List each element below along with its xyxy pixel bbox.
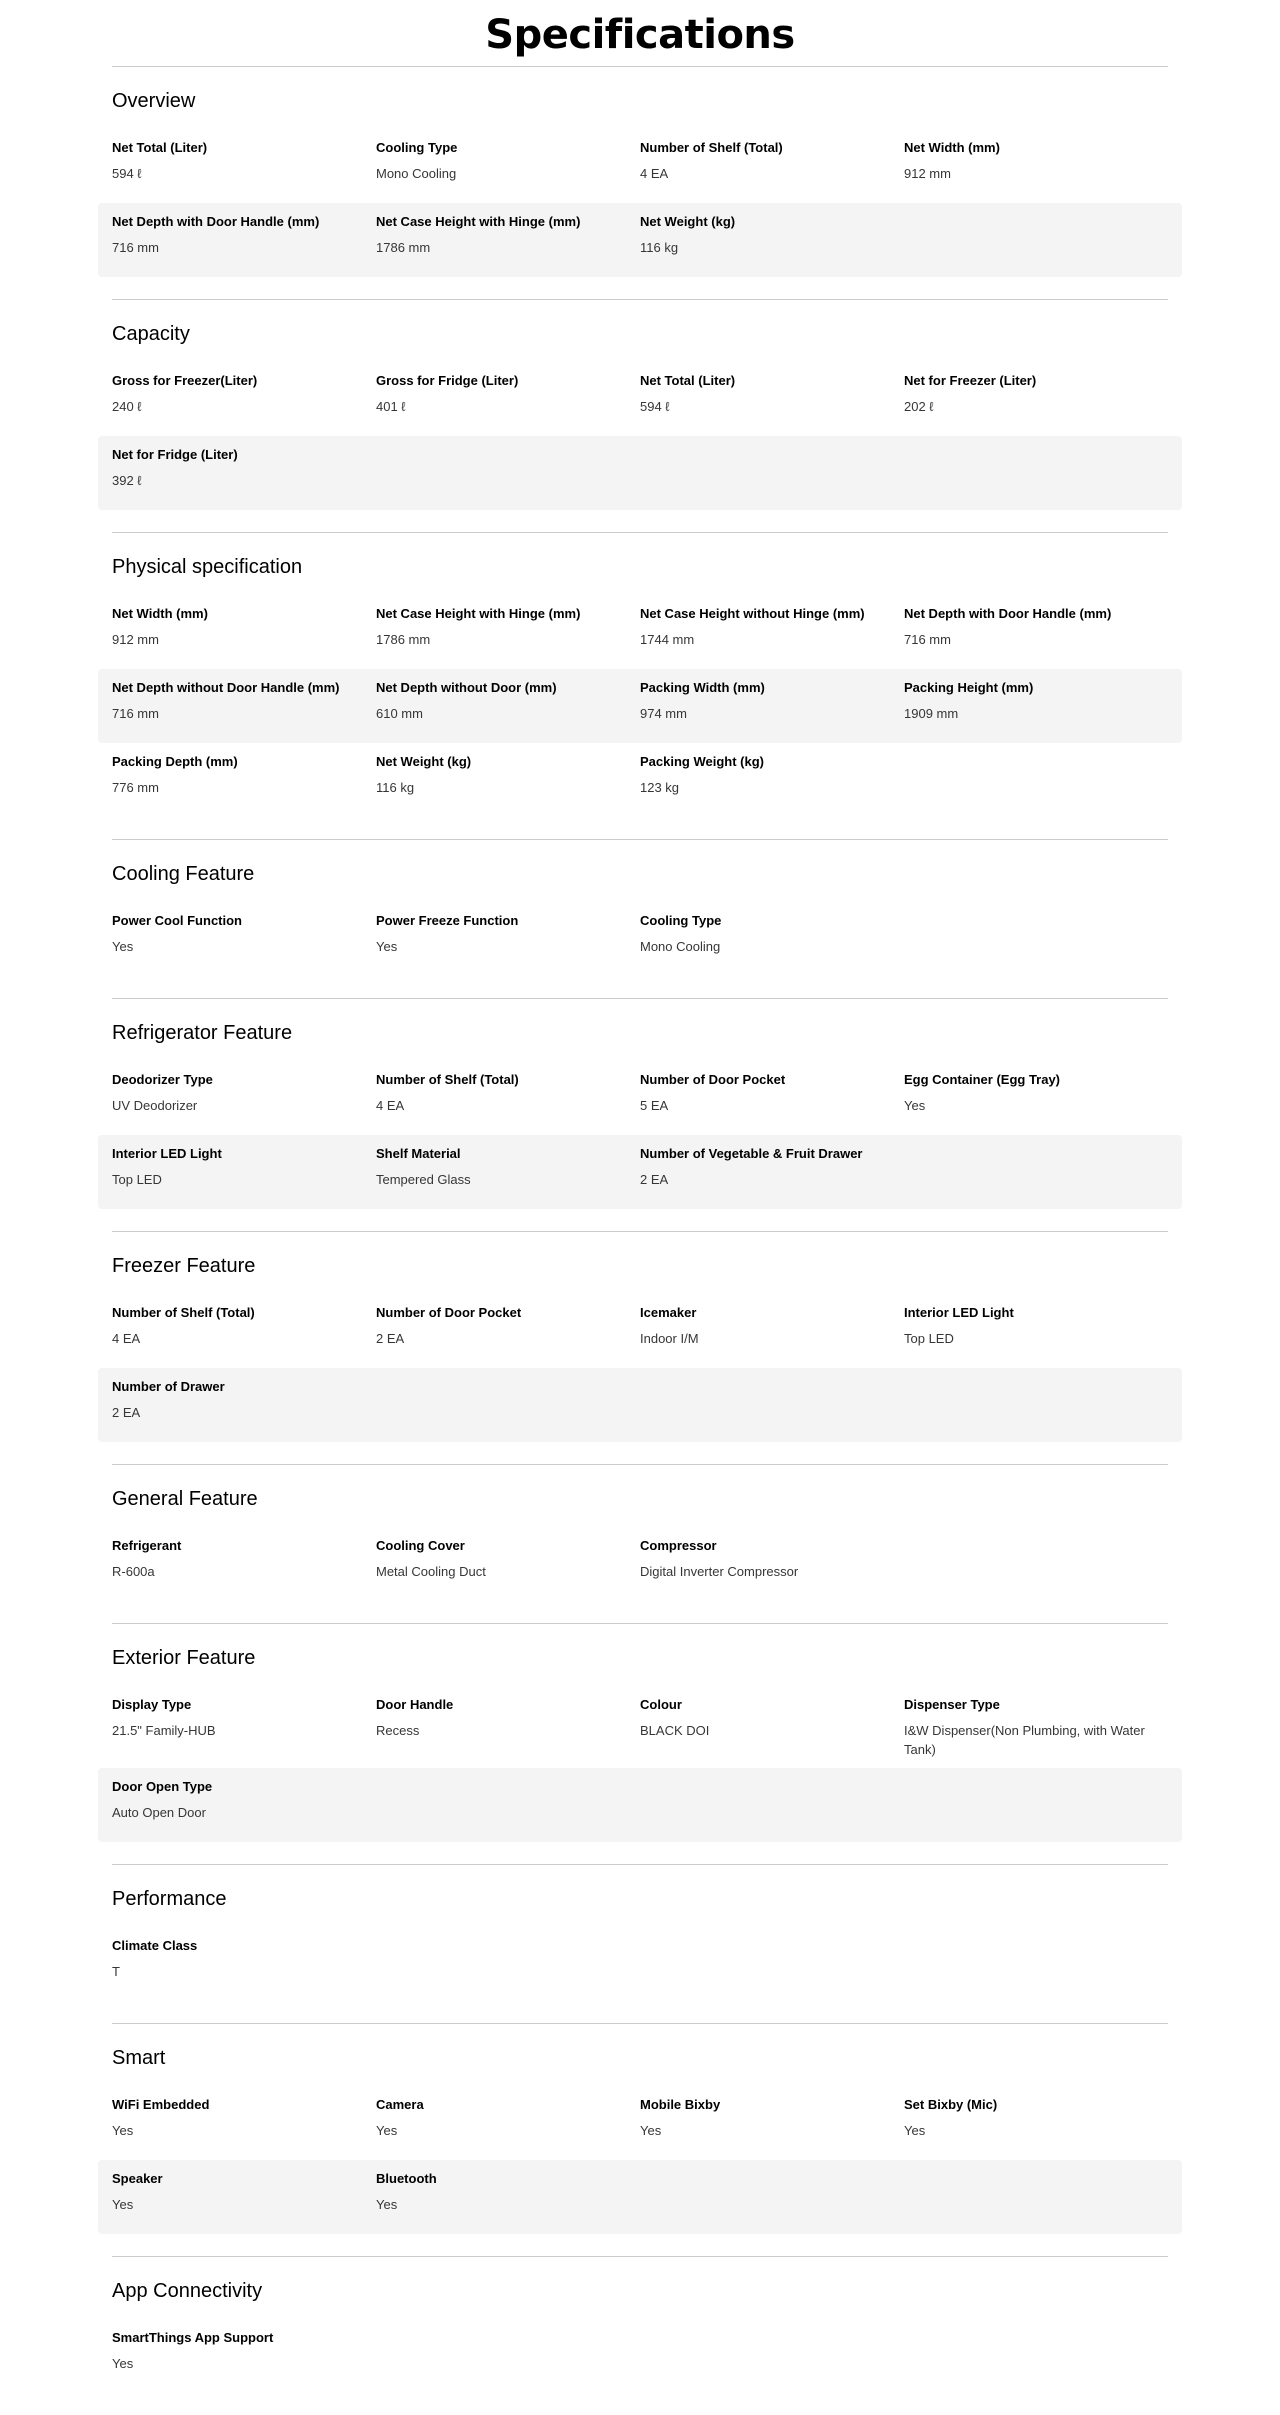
spec-item — [112, 138, 376, 194]
spec-item — [376, 212, 640, 268]
spec-label: Net Weight (kg) — [640, 214, 736, 229]
spec-label: Mobile Bixby — [640, 2097, 721, 2112]
spec-value: 123 kg — [640, 780, 680, 795]
spec-item — [376, 1695, 640, 1759]
spec-value: Top LED — [904, 1331, 954, 1346]
spec-value: 2 EA — [112, 1405, 141, 1420]
spec-label: Bluetooth — [376, 2171, 437, 2186]
spec-item — [112, 752, 376, 808]
spec-row — [98, 1686, 1182, 1768]
section-title: Refrigerator Feature — [112, 1022, 293, 1044]
spec-row — [98, 669, 1182, 743]
spec-label: Refrigerant — [112, 1538, 182, 1553]
spec-value: 974 mm — [640, 706, 687, 721]
spec-item — [376, 678, 640, 734]
section-title: Exterior Feature — [112, 1647, 256, 1669]
spec-value: Yes — [904, 1098, 926, 1113]
section-title: Freezer Feature — [112, 1255, 256, 1277]
section-title: Cooling Feature — [112, 863, 255, 885]
spec-label: Speaker — [112, 2171, 163, 2186]
spec-label: Door Open Type — [112, 1779, 213, 1794]
spec-item — [112, 371, 376, 427]
spec-label: SmartThings App Support — [112, 2330, 274, 2345]
spec-item — [112, 1536, 376, 1592]
spec-value: Yes — [112, 939, 134, 954]
spec-item — [112, 1777, 376, 1833]
section-title: General Feature — [112, 1488, 258, 1510]
spec-label: Dispenser Type — [904, 1697, 1000, 1712]
spec-row — [98, 203, 1182, 277]
spec-item — [112, 604, 376, 660]
spec-item — [640, 1144, 904, 1200]
spec-value: T — [112, 1964, 120, 1979]
spec-value: 776 mm — [112, 780, 159, 795]
spec-label: Number of Drawer — [112, 1379, 225, 1394]
spec-label: Display Type — [112, 1697, 192, 1712]
spec-row — [98, 1135, 1182, 1209]
spec-label: Net Depth with Door Handle (mm) — [904, 606, 1112, 621]
spec-section — [112, 299, 1168, 532]
spec-label: Colour — [640, 1697, 682, 1712]
spec-label: Cooling Cover — [376, 1538, 465, 1553]
spec-item — [112, 1695, 376, 1759]
spec-label: Power Freeze Function — [376, 913, 519, 928]
spec-value: Yes — [112, 2356, 134, 2371]
spec-value: 610 mm — [376, 706, 423, 721]
spec-item — [640, 911, 904, 967]
spec-item — [640, 2095, 904, 2151]
section-title: Smart — [112, 2047, 166, 2069]
spec-label: Packing Weight (kg) — [640, 754, 764, 769]
spec-value: Yes — [904, 2123, 926, 2138]
spec-section — [112, 66, 1168, 299]
spec-value: 716 mm — [904, 632, 951, 647]
section-title: App Connectivity — [112, 2280, 263, 2302]
spec-label: Door Handle — [376, 1697, 454, 1712]
spec-label: Net Depth without Door (mm) — [376, 680, 557, 695]
spec-label: Interior LED Light — [904, 1305, 1014, 1320]
spec-section — [112, 1231, 1168, 1464]
spec-value: Tempered Glass — [376, 1172, 471, 1187]
spec-value: 116 kg — [376, 780, 415, 795]
spec-label: Camera — [376, 2097, 424, 2112]
spec-item — [112, 1144, 376, 1200]
spec-item — [904, 2095, 1168, 2151]
spec-value: Top LED — [112, 1172, 162, 1187]
spec-label: Egg Container (Egg Tray) — [904, 1072, 1061, 1087]
spec-value: I&W Dispenser(Non Plumbing, with Water Tank) — [904, 1723, 1145, 1757]
spec-section — [112, 2023, 1168, 2256]
spec-value: Indoor I/M — [640, 1331, 699, 1346]
spec-label: Power Cool Function — [112, 913, 242, 928]
spec-section — [112, 532, 1168, 839]
section-title: Performance — [112, 1888, 227, 1910]
spec-row — [98, 1927, 1182, 2001]
spec-label: Packing Height (mm) — [904, 680, 1034, 695]
spec-item — [112, 1936, 376, 1992]
spec-label: Number of Door Pocket — [376, 1305, 522, 1320]
spec-row — [98, 362, 1182, 436]
spec-item — [376, 752, 640, 808]
spec-value: R-600a — [112, 1564, 155, 1579]
spec-item — [112, 2095, 376, 2151]
spec-label: Packing Depth (mm) — [112, 754, 238, 769]
spec-value: 4 EA — [112, 1331, 141, 1346]
spec-item — [376, 2169, 640, 2225]
spec-value: Yes — [112, 2123, 134, 2138]
spec-item — [640, 212, 904, 268]
spec-label: WiFi Embedded — [112, 2097, 210, 2112]
spec-label: Interior LED Light — [112, 1146, 222, 1161]
spec-value: 716 mm — [112, 706, 159, 721]
spec-item — [640, 604, 904, 660]
spec-section — [112, 839, 1168, 998]
spec-item — [112, 445, 376, 501]
spec-item — [112, 911, 376, 967]
spec-label: Net Weight (kg) — [376, 754, 472, 769]
spec-row — [98, 1294, 1182, 1368]
spec-label: Number of Door Pocket — [640, 1072, 786, 1087]
spec-label: Compressor — [640, 1538, 717, 1553]
spec-section — [112, 1623, 1168, 1864]
spec-item — [376, 1303, 640, 1359]
spec-label: Net Total (Liter) — [640, 373, 736, 388]
spec-value: 1786 mm — [376, 632, 431, 647]
section-title: Capacity — [112, 323, 190, 345]
spec-value: Mono Cooling — [640, 939, 721, 954]
spec-item — [904, 1695, 1168, 1759]
spec-label: Climate Class — [112, 1938, 198, 1953]
spec-item — [376, 911, 640, 967]
spec-item — [904, 1070, 1168, 1126]
spec-value: 716 mm — [112, 240, 159, 255]
spec-value: BLACK DOI — [640, 1723, 710, 1738]
page-title: Specifications — [485, 12, 795, 58]
spec-value: 1786 mm — [376, 240, 431, 255]
spec-value: Digital Inverter Compressor — [640, 1564, 799, 1579]
spec-item — [112, 1070, 376, 1126]
spec-item — [376, 1144, 640, 1200]
spec-value: 21.5" Family-HUB — [112, 1723, 216, 1738]
spec-value: Auto Open Door — [112, 1805, 206, 1820]
spec-row — [98, 436, 1182, 510]
spec-item — [640, 1070, 904, 1126]
spec-value: Mono Cooling — [376, 166, 457, 181]
spec-label: Net Case Height with Hinge (mm) — [376, 214, 581, 229]
spec-item — [904, 604, 1168, 660]
spec-value: 116 kg — [640, 240, 679, 255]
spec-value: 5 EA — [640, 1098, 669, 1113]
spec-value: 392 ℓ — [112, 473, 142, 488]
section-title: Physical specification — [112, 556, 303, 578]
spec-item — [904, 138, 1168, 194]
spec-item — [640, 752, 904, 808]
spec-item — [904, 1303, 1168, 1359]
spec-label: Cooling Type — [376, 140, 458, 155]
spec-value: 594 ℓ — [112, 166, 142, 181]
spec-item — [904, 678, 1168, 734]
spec-label: Set Bixby (Mic) — [904, 2097, 998, 2112]
spec-item — [376, 1070, 640, 1126]
spec-value: UV Deodorizer — [112, 1098, 198, 1113]
spec-label: Net Case Height with Hinge (mm) — [376, 606, 581, 621]
spec-label: Gross for Fridge (Liter) — [376, 373, 519, 388]
spec-label: Number of Shelf (Total) — [376, 1072, 519, 1087]
spec-label: Icemaker — [640, 1305, 697, 1320]
spec-label: Gross for Freezer(Liter) — [112, 373, 258, 388]
spec-row — [98, 1368, 1182, 1442]
spec-label: Net Depth with Door Handle (mm) — [112, 214, 320, 229]
spec-item — [376, 604, 640, 660]
spec-item — [640, 371, 904, 427]
spec-value: Metal Cooling Duct — [376, 1564, 486, 1579]
spec-label: Net Width (mm) — [904, 140, 1000, 155]
spec-value: Yes — [640, 2123, 662, 2138]
spec-row — [98, 1061, 1182, 1135]
spec-value: 4 EA — [640, 166, 669, 181]
spec-label: Cooling Type — [640, 913, 722, 928]
spec-value: Yes — [376, 939, 398, 954]
spec-label: Net Depth without Door Handle (mm) — [112, 680, 340, 695]
spec-row — [98, 595, 1182, 669]
spec-item — [112, 2169, 376, 2225]
spec-value: 401 ℓ — [376, 399, 406, 414]
spec-item — [376, 2095, 640, 2151]
spec-item — [640, 1695, 904, 1759]
spec-value: Yes — [112, 2197, 134, 2212]
spec-value: 912 mm — [112, 632, 159, 647]
spec-item — [640, 678, 904, 734]
spec-item — [376, 371, 640, 427]
spec-value: Recess — [376, 1723, 420, 1738]
spec-item — [640, 1536, 904, 1592]
spec-value: 594 ℓ — [640, 399, 670, 414]
spec-value: 202 ℓ — [904, 399, 934, 414]
spec-item — [112, 1377, 376, 1433]
spec-item — [640, 138, 904, 194]
spec-value: Yes — [376, 2197, 398, 2212]
spec-item — [112, 1303, 376, 1359]
spec-label: Net for Fridge (Liter) — [112, 447, 238, 462]
spec-row — [98, 1768, 1182, 1842]
spec-section — [112, 1864, 1168, 2023]
spec-label: Number of Vegetable & Fruit Drawer — [640, 1146, 863, 1161]
spec-row — [98, 743, 1182, 817]
spec-label: Deodorizer Type — [112, 1072, 213, 1087]
spec-value: 2 EA — [640, 1172, 669, 1187]
spec-label: Net Case Height without Hinge (mm) — [640, 606, 865, 621]
spec-section — [112, 998, 1168, 1231]
spec-label: Number of Shelf (Total) — [112, 1305, 255, 1320]
spec-item — [376, 138, 640, 194]
spec-item — [640, 1303, 904, 1359]
spec-row — [98, 2160, 1182, 2234]
spec-row — [98, 1527, 1182, 1601]
spec-item — [112, 678, 376, 734]
section-title: Overview — [112, 90, 196, 112]
spec-label: Number of Shelf (Total) — [640, 140, 783, 155]
spec-item — [904, 371, 1168, 427]
spec-section — [112, 1464, 1168, 1623]
spec-row — [98, 2319, 1182, 2393]
spec-section — [112, 2256, 1168, 2415]
spec-row — [98, 2086, 1182, 2160]
spec-label: Net Width (mm) — [112, 606, 208, 621]
spec-item — [112, 2328, 376, 2384]
spec-label: Packing Width (mm) — [640, 680, 765, 695]
spec-item — [376, 1536, 640, 1592]
spec-label: Net Total (Liter) — [112, 140, 208, 155]
spec-label: Net for Freezer (Liter) — [904, 373, 1037, 388]
spec-value: 4 EA — [376, 1098, 405, 1113]
spec-value: Yes — [376, 2123, 398, 2138]
spec-value: 240 ℓ — [112, 399, 142, 414]
spec-value: 1744 mm — [640, 632, 695, 647]
spec-value: 912 mm — [904, 166, 951, 181]
spec-value: 1909 mm — [904, 706, 959, 721]
spec-row — [98, 902, 1182, 976]
spec-label: Shelf Material — [376, 1146, 461, 1161]
spec-item — [112, 212, 376, 268]
spec-value: 2 EA — [376, 1331, 405, 1346]
spec-list — [112, 66, 1168, 2415]
spec-row — [98, 129, 1182, 203]
